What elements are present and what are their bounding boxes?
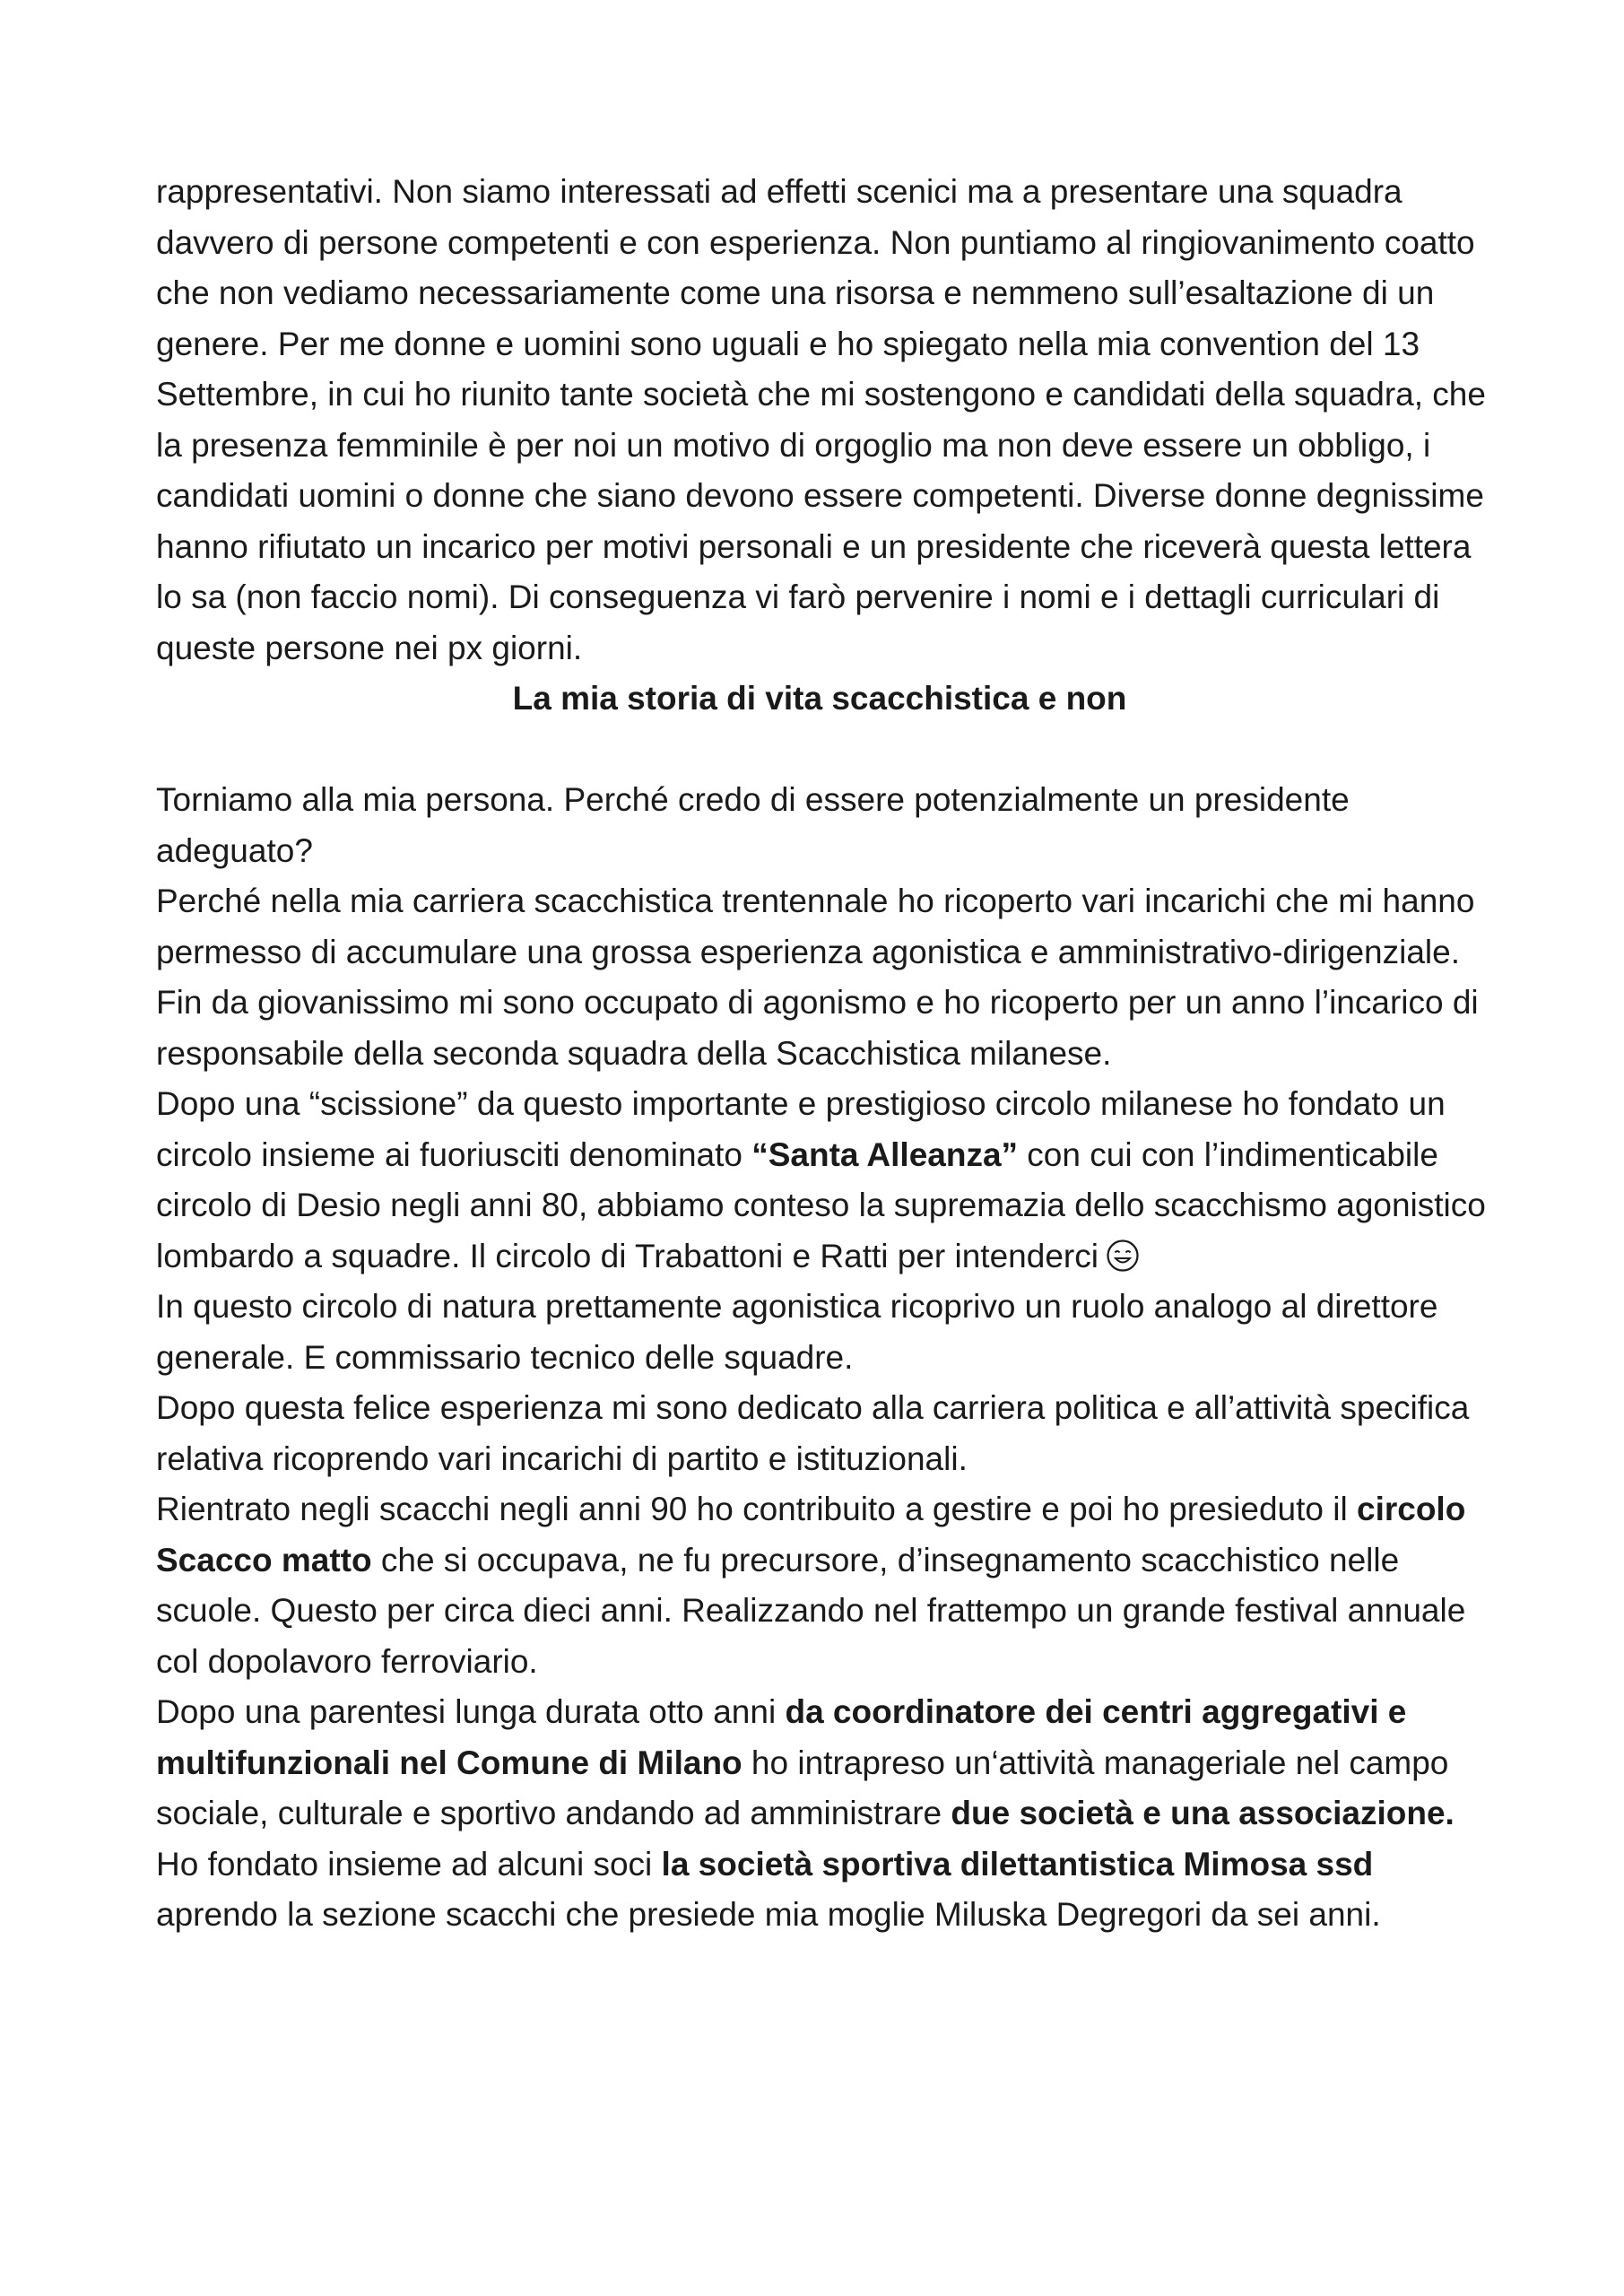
- paragraph-scacco-matto-text-c: che si occupava, ne fu precursore, d’insegnamento scacchistico nelle scuole. Questo per circa dieci anni. Realizzando nel frattempo un grande festival annuale col dopolavoro ferroviario.: [156, 1541, 1466, 1680]
- paragraph-politica: Dopo questa felice esperienza mi sono dedicato alla carriera politica e all’attività specifica relativa ricoprendo vari incarichi di partito e istituzionali.: [156, 1389, 1470, 1477]
- paragraph-giovanissimo: Fin da giovanissimo mi sono occupato di agonismo e ho ricoperto per un anno l’incarico di responsabile della seconda squadra della Scacchistica milanese.: [156, 984, 1479, 1072]
- paragraph-mimosa: [156, 1839, 1501, 1941]
- document-body: [156, 167, 1501, 1941]
- mimosa-name: la società sportiva dilettantistica Mimosa ssd: [661, 1845, 1374, 1883]
- paragraph-coordinatore-text-c: ho intrapreso un‘attività manageriale nel campo sociale, culturale e sportivo andando ad amministrare: [156, 1744, 1449, 1831]
- societa-associazione: due società e una associazione.: [951, 1795, 1455, 1831]
- paragraph-carriera: Perché nella mia carriera scacchistica trentennale ho ricoperto vari incarichi che mi hanno permesso di accumulare una grossa esperienza agonistica e amministrativo-dirigenziale.: [156, 883, 1475, 970]
- paragraph-mimosa-text-c: aprendo la sezione scacchi che presiede mia moglie Miluska Degregori da sei anni.: [156, 1896, 1381, 1933]
- paragraph-santa-alleanza-text-a: Dopo una “scissione” da questo importante e prestigioso circolo milanese ho fondato un circolo insieme ai fuoriusciti denominato: [156, 1085, 1446, 1173]
- paragraph-scacco-matto-text-a: Rientrato negli scacchi negli anni 90 ho contribuito a gestire e poi ho presieduto il: [156, 1491, 1357, 1527]
- scacco-matto-name: circolo Scacco matto: [156, 1491, 1466, 1578]
- paragraph-coordinatore: [156, 1687, 1501, 1839]
- paragraph-santa-alleanza: [156, 1079, 1501, 1282]
- paragraph-coordinatore-text-a: Dopo una parentesi lunga durata otto anni: [156, 1693, 786, 1730]
- smiling-face-icon: [1106, 1237, 1140, 1271]
- blank-line: [156, 725, 1501, 776]
- intro-paragraph: rappresentativi. Non siamo interessati ad effetti scenici ma a presentare una squadra davvero di persone competenti e con esperienza. Non puntiamo al ringiovanimento coatto che non vediamo necessariamente come una risorsa e nemmeno sull’esaltazione di un genere. Per me donne e uomini sono uguali e ho spiegato nella mia convention del 13 Settembre, in cui ho riunito tante società che mi sostengono e candidati della squadra, che la presenza femminile è per noi un motivo di orgoglio ma non deve essere un obbligo, i candidati uomini o donne che siano devono essere competenti. Diverse donne degnissime hanno rifiutato un incarico per motivi personali e un presidente che riceverà questa lettera lo sa (non faccio nomi). Di conseguenza vi farò pervenire i nomi e i dettagli curriculari di queste persone nei px giorni.: [156, 173, 1486, 666]
- paragraph-direttore: In questo circolo di natura prettamente agonistica ricoprivo un ruolo analogo al direttore generale. E commissario tecnico delle squadre.: [156, 1288, 1438, 1376]
- coordinatore-role: da coordinatore dei centri aggregativi e multifunzionali nel Comune di Milano: [156, 1693, 1407, 1781]
- paragraph-scacco-matto: [156, 1484, 1501, 1687]
- paragraph-persona: Torniamo alla mia persona. Perché credo di essere potenzialmente un presidente adeguato?: [156, 781, 1350, 869]
- paragraph-santa-alleanza-text-c: con cui con l’indimenticabile circolo di Desio negli anni 80, abbiamo conteso la supremazia dello scacchismo agonistico lombardo a squadre. Il circolo di Trabattoni e Ratti per intenderci: [156, 1135, 1486, 1274]
- section-heading: La mia storia di vita scacchistica e non: [512, 680, 1127, 717]
- paragraph-mimosa-text-a: Ho fondato insieme ad alcuni soci: [156, 1845, 662, 1883]
- santa-alleanza-name: “Santa Alleanza”: [751, 1135, 1019, 1173]
